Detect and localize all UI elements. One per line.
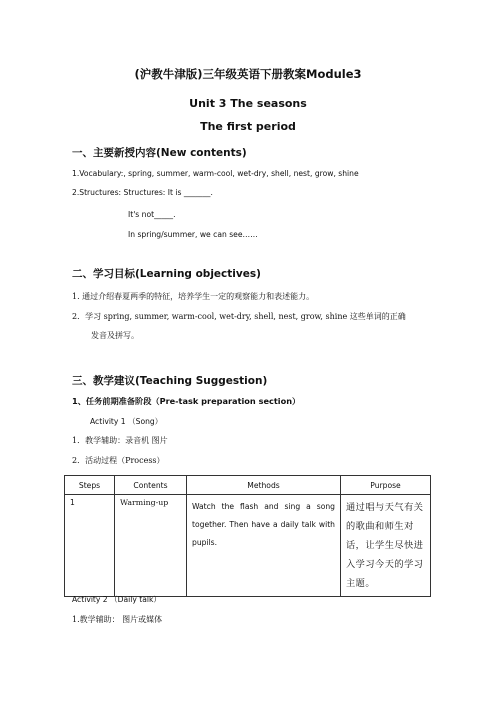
- section-2-heading: 二、学习目标(Learning objectives): [72, 268, 261, 280]
- unit-title: Unit 3 The seasons: [189, 97, 307, 110]
- activity-2-label: Activity 2 （Daily talk）: [72, 595, 162, 604]
- header-purpose: Purpose: [341, 476, 431, 495]
- section-3-heading: 三、教学建议(Teaching Suggestion): [72, 375, 268, 387]
- cell-methods: Watch the flash and sing a song together. Then have a daily talk with pupils.: [187, 495, 341, 597]
- teaching-aid-2: 1.教学辅助： 图片或媒体: [72, 615, 163, 624]
- cell-step: 1: [65, 495, 115, 597]
- cell-content: Warming-up: [115, 495, 187, 597]
- header-steps: Steps: [65, 476, 115, 495]
- process-label: 2．活动过程（Process）: [72, 456, 165, 465]
- objective-2-continued: 发音及拼写。: [91, 331, 139, 340]
- lesson-plan-table: [64, 475, 431, 597]
- cell-purpose: 通过唱与天气有关的歌曲和师生对话，让学生尽快进入学习今天的学习主题。: [341, 495, 431, 597]
- teaching-aid-1: 1．教学辅助：录音机 图片: [72, 436, 168, 445]
- header-contents: Contents: [115, 476, 187, 495]
- header-methods: Methods: [187, 476, 341, 495]
- document-title: (沪教牛津版)三年级英语下册教案Module3: [134, 67, 362, 81]
- section-1-heading: 一、主要新授内容(New contents): [72, 147, 247, 159]
- table-header-row: [65, 476, 431, 495]
- structures-line: 2.Structures: Structures: It is _______.: [72, 188, 213, 197]
- vocabulary-line: 1.Vocabulary:, spring, summer, warm-cool, wet-dry, shell, nest, grow, shine: [72, 169, 359, 178]
- table-row: [65, 495, 431, 597]
- activity-1-label: Activity 1 （Song）: [90, 417, 163, 426]
- structures-line-3: In spring/summer, we can see……: [128, 230, 258, 239]
- structures-line-2: It's not_____.: [128, 210, 176, 219]
- objective-2: 2．学习 spring, summer, warm-cool, wet-dry, shell, nest, grow, shine 这些单词的正确: [72, 312, 406, 321]
- period-title: The first period: [200, 120, 296, 133]
- pre-task-heading: 1、任务前期准备阶段（Pre-task preparation section）: [72, 396, 301, 406]
- objective-1: 1. 通过介绍春夏两季的特征，培养学生一定的观察能力和表述能力。: [72, 292, 315, 301]
